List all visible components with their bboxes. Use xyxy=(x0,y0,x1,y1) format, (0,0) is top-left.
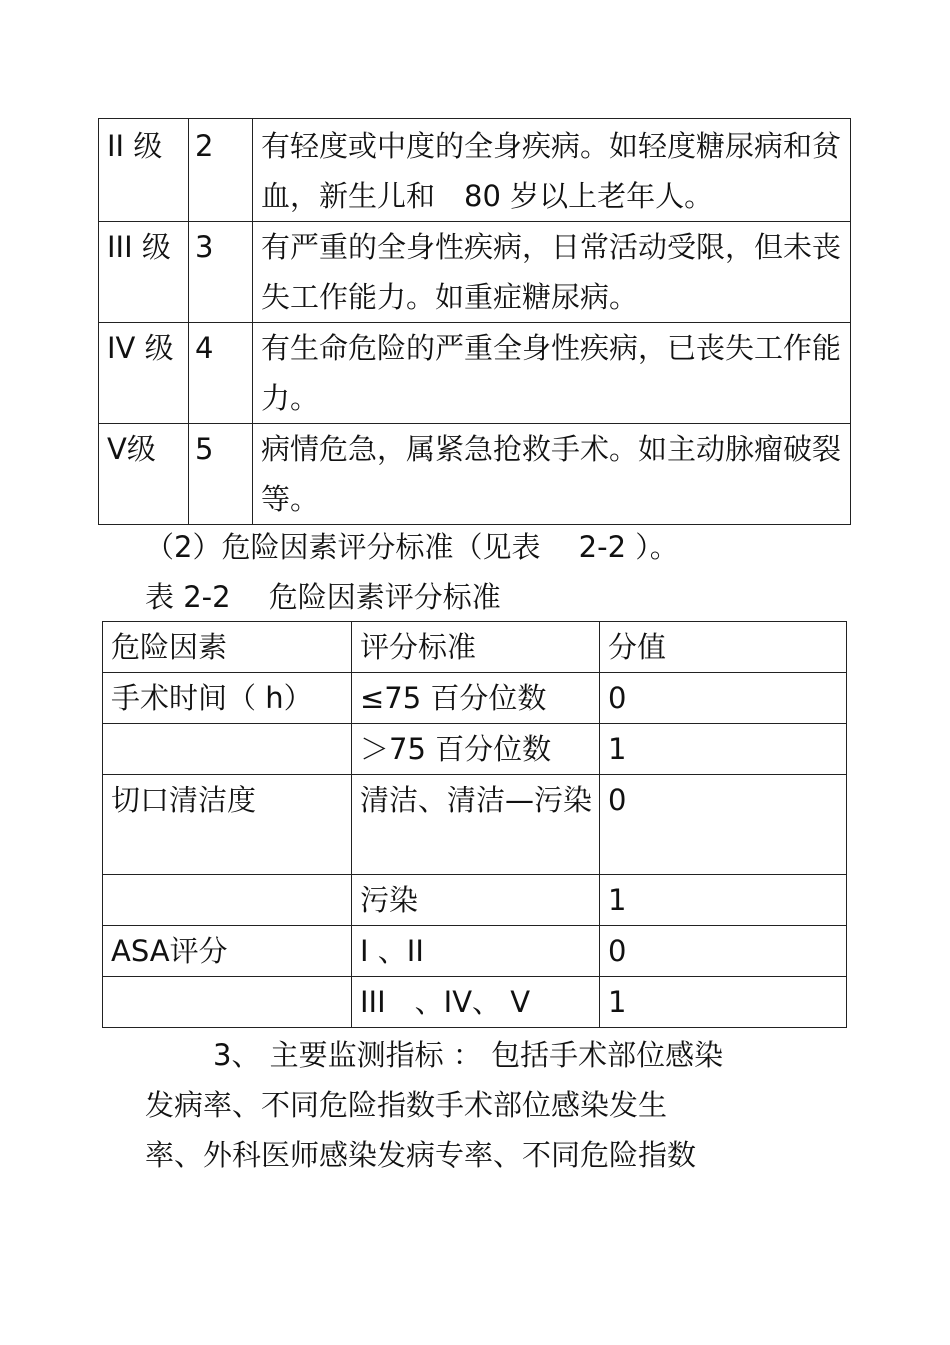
table-row xyxy=(99,119,851,222)
asa-description-cell: 有生命危险的严重全身性疾病，已丧失工作能力。 xyxy=(253,323,851,424)
risk-factor-table xyxy=(102,621,847,1028)
factor-cell xyxy=(103,875,352,926)
table-row xyxy=(103,926,847,977)
asa-score-cell: 5 xyxy=(189,424,253,525)
asa-score-cell: 2 xyxy=(189,119,253,222)
table-row xyxy=(99,323,851,424)
asa-grade-cell: V级 xyxy=(99,424,189,525)
standard-cell: 清洁、清洁—污染 xyxy=(352,775,600,875)
table-row xyxy=(99,222,851,323)
asa-score-cell: 3 xyxy=(189,222,253,323)
standard-cell: 污染 xyxy=(352,875,600,926)
asa-grade-table xyxy=(98,118,851,525)
standard-cell: I 、II xyxy=(352,926,600,977)
column-header: 评分标准 xyxy=(352,622,600,673)
table-row xyxy=(103,977,847,1028)
value-cell: 0 xyxy=(600,775,847,875)
standard-cell: III 、IV、 V xyxy=(352,977,600,1028)
table-row xyxy=(103,673,847,724)
value-cell: 1 xyxy=(600,724,847,775)
column-header: 分值 xyxy=(600,622,847,673)
factor-cell: ASA评分 xyxy=(103,926,352,977)
factor-cell xyxy=(103,724,352,775)
value-cell: 1 xyxy=(600,875,847,926)
monitoring-indicators-paragraph xyxy=(145,1030,845,1180)
asa-grade-cell: II 级 xyxy=(99,119,189,222)
value-cell: 0 xyxy=(600,926,847,977)
table-row xyxy=(103,775,847,875)
table-caption: 表 2-2 危险因素评分标准 xyxy=(145,580,501,614)
paragraph-line: 3、 主要监测指标 ： 包括手术部位感染 xyxy=(213,1038,724,1072)
risk-factor-paragraph: （2）危险因素评分标准（见表 2-2 ）。 xyxy=(145,530,679,564)
value-cell: 1 xyxy=(600,977,847,1028)
column-header: 危险因素 xyxy=(103,622,352,673)
asa-score-cell: 4 xyxy=(189,323,253,424)
table-row xyxy=(103,724,847,775)
factor-cell: 手术时间（ h） xyxy=(103,673,352,724)
asa-description-cell: 有轻度或中度的全身疾病。如轻度糖尿病和贫血，新生儿和 80 岁以上老年人。 xyxy=(253,119,851,222)
asa-description-cell: 病情危急，属紧急抢救手术。如主动脉瘤破裂等。 xyxy=(253,424,851,525)
table-header-row xyxy=(103,622,847,673)
value-cell: 0 xyxy=(600,673,847,724)
paragraph-line: 率、外科医师感染发病专率、不同危险指数 xyxy=(145,1138,697,1172)
table-row xyxy=(103,875,847,926)
standard-cell: ＞75 百分位数 xyxy=(352,724,600,775)
paragraph-line: 发病率、不同危险指数手术部位感染发生 xyxy=(145,1088,668,1122)
asa-grade-cell: IV 级 xyxy=(99,323,189,424)
asa-grade-cell: III 级 xyxy=(99,222,189,323)
table-row xyxy=(99,424,851,525)
asa-description-cell: 有严重的全身性疾病，日常活动受限，但未丧失工作能力。如重症糖尿病。 xyxy=(253,222,851,323)
factor-cell: 切口清洁度 xyxy=(103,775,352,875)
standard-cell: ≤75 百分位数 xyxy=(352,673,600,724)
factor-cell xyxy=(103,977,352,1028)
